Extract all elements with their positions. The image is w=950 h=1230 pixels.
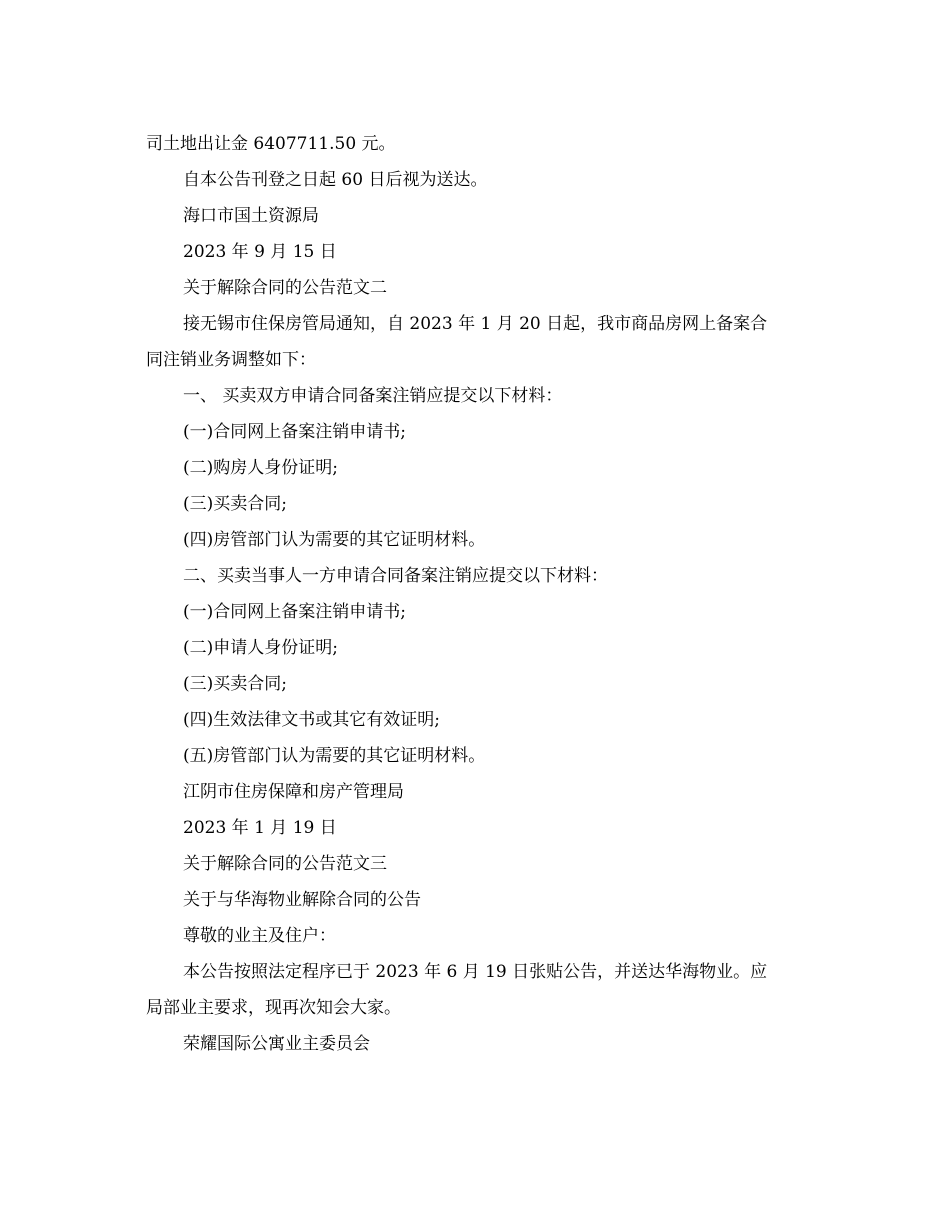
text-line: 接无锡市住保房管局通知，自 2023 年 1 月 20 日起，我市商品房网上备案合 bbox=[183, 314, 768, 334]
text-line: 本公告按照法定程序已于 2023 年 6 月 19 日张贴公告，并送达华海物业。应 bbox=[183, 962, 768, 982]
issue-date: 2023 年 1 月 19 日 bbox=[183, 818, 337, 838]
text-line: 自本公告刊登之日起 60 日后视为送达。 bbox=[183, 170, 488, 190]
list-item: (四)生效法律文书或其它有效证明; bbox=[183, 710, 440, 730]
list-heading: 二、买卖当事人一方申请合同备案注销应提交以下材料： bbox=[183, 566, 608, 586]
issuer-name: 江阴市住房保障和房产管理局 bbox=[183, 782, 404, 802]
section-title: 关于解除合同的公告范文二 bbox=[183, 278, 387, 298]
salutation: 尊敬的业主及住户： bbox=[183, 926, 336, 946]
list-item: (一)合同网上备案注销申请书; bbox=[183, 422, 406, 442]
list-item: (五)房管部门认为需要的其它证明材料。 bbox=[183, 746, 486, 766]
list-item: (二)购房人身份证明; bbox=[183, 458, 338, 478]
notice-title: 关于与华海物业解除合同的公告 bbox=[183, 890, 421, 910]
list-item: (一)合同网上备案注销申请书; bbox=[183, 602, 406, 622]
issuer-name: 荣耀国际公寓业主委员会 bbox=[183, 1034, 370, 1054]
document-body bbox=[146, 126, 806, 1062]
list-item: (三)买卖合同; bbox=[183, 674, 287, 694]
list-item: (二)申请人身份证明; bbox=[183, 638, 338, 658]
issue-date: 2023 年 9 月 15 日 bbox=[183, 242, 337, 262]
text-line: 局部业主要求，现再次知会大家。 bbox=[146, 998, 401, 1018]
issuer-name: 海口市国土资源局 bbox=[183, 206, 319, 226]
list-item: (三)买卖合同; bbox=[183, 494, 287, 514]
text-line: 司土地出让金 6407711.50 元。 bbox=[146, 134, 396, 154]
list-item: (四)房管部门认为需要的其它证明材料。 bbox=[183, 530, 486, 550]
list-heading: 一、 买卖双方申请合同备案注销应提交以下材料： bbox=[183, 386, 563, 406]
text-line: 同注销业务调整如下： bbox=[146, 350, 316, 370]
section-title: 关于解除合同的公告范文三 bbox=[183, 854, 387, 874]
